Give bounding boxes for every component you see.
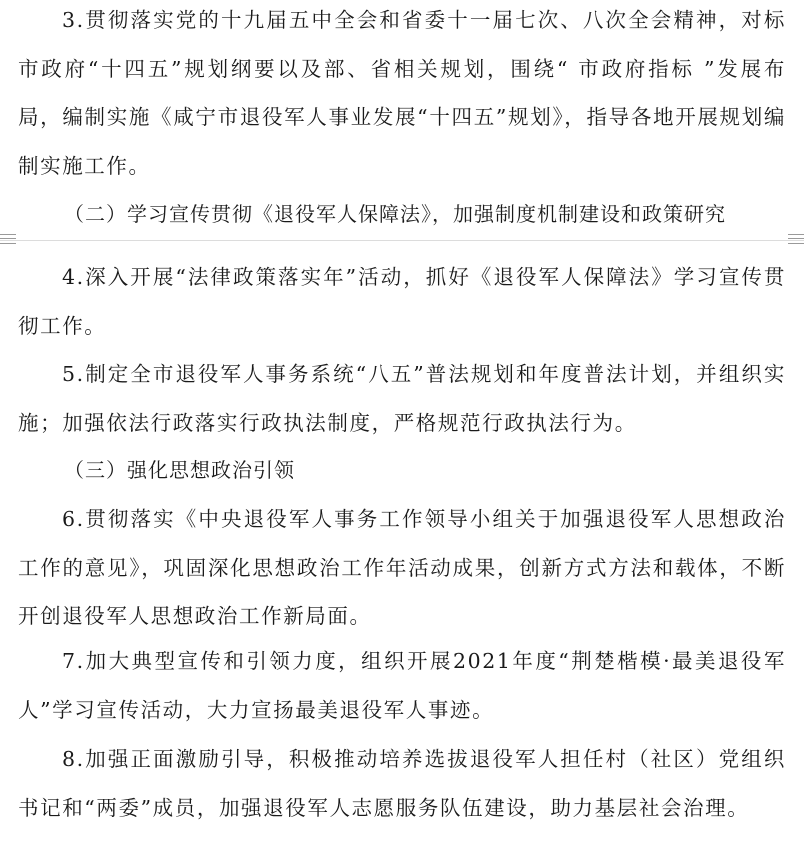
paragraph-3: 3.贯彻落实党的十九届五中全会和省委十一届七次、八次全会精神，对标市政府“十四五”规划纲要以及部、省相关规划，围绕“ 市政府指标 ”发展布局，编制实施《咸宁市退役军人事业发展“十四五”规划》，指导各地开展规划编制实施工作。 [18,8,786,178]
paragraph-7: 7.加大典型宣传和引领力度，组织开展2021年度“荆楚楷模·最美退役军人”学习宣传活动，大力宣扬最美退役军人事迹。 [18,649,786,722]
page-break-divider [0,240,804,241]
page-break-left-marker [0,234,16,244]
section-heading-2: （二）学习宣传贯彻《退役军人保障法》，加强制度机制建设和政策研究 [64,202,726,226]
paragraph-8: 8.加强正面激励引导，积极推动培养选拔退役军人担任村（社区）党组织书记和“两委”成员，加强退役军人志愿服务队伍建设，助力基层社会治理。 [18,747,786,820]
paragraph-6: 6.贯彻落实《中央退役军人事务工作领导小组关于加强退役军人思想政治工作的意见》，巩固深化思想政治工作年活动成果，创新方式方法和载体，不断开创退役军人思想政治工作新局面。 [18,507,786,628]
section-heading-3: （三）强化思想政治引领 [64,458,295,482]
paragraph-5: 5.制定全市退役军人事务系统“八五”普法规划和年度普法计划，并组织实施；加强依法行政落实行政执法制度，严格规范行政执法行为。 [18,362,786,435]
page-break-right-marker [788,234,804,244]
paragraph-4: 4.深入开展“法律政策落实年”活动，抓好《退役军人保障法》学习宣传贯彻工作。 [18,265,786,338]
